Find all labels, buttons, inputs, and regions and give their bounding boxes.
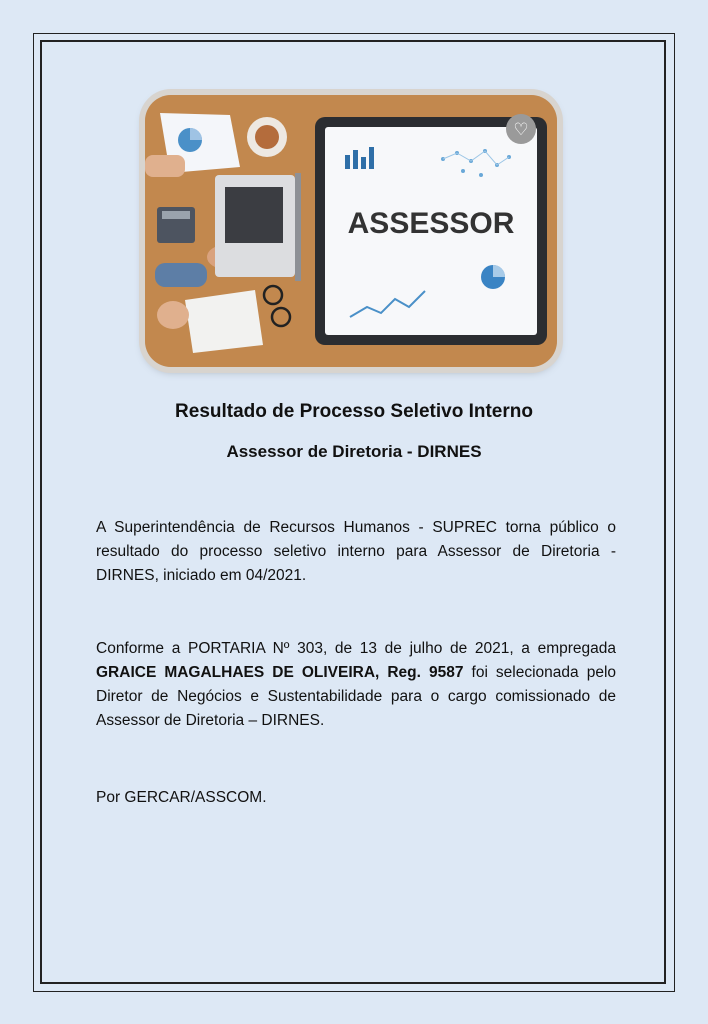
- result-rest: foi selecionada pelo Diretor de Negócios e Sustentabilidade para o cargo comissionado de Assessor de Diretoria – DIRNES.: [96, 664, 617, 729]
- paragraph-signature: Por GERCAR/ASSCOM.: [96, 789, 267, 806]
- hero-image: [145, 95, 557, 367]
- paragraph-announcement: A Superintendência de Recursos Humanos - SUPREC torna público o resultado do processo seletivo interno para Assessor de Diretoria - DIRNES, iniciado em 04/2021.: [96, 519, 616, 584]
- screen-word: ASSESSOR: [347, 207, 515, 240]
- page-title: Resultado de Processo Seletivo Interno: [175, 401, 533, 422]
- selected-employee: GRAICE MAGALHAES DE OLIVEIRA, Reg. 9587: [96, 664, 464, 681]
- heart-icon[interactable]: ♡: [506, 114, 536, 144]
- page-subtitle: Assessor de Diretoria - DIRNES: [226, 442, 482, 461]
- paragraph-result: [96, 637, 616, 733]
- result-intro: Conforme a PORTARIA Nº 303, de 13 de julho de 2021, a empregada: [96, 640, 616, 657]
